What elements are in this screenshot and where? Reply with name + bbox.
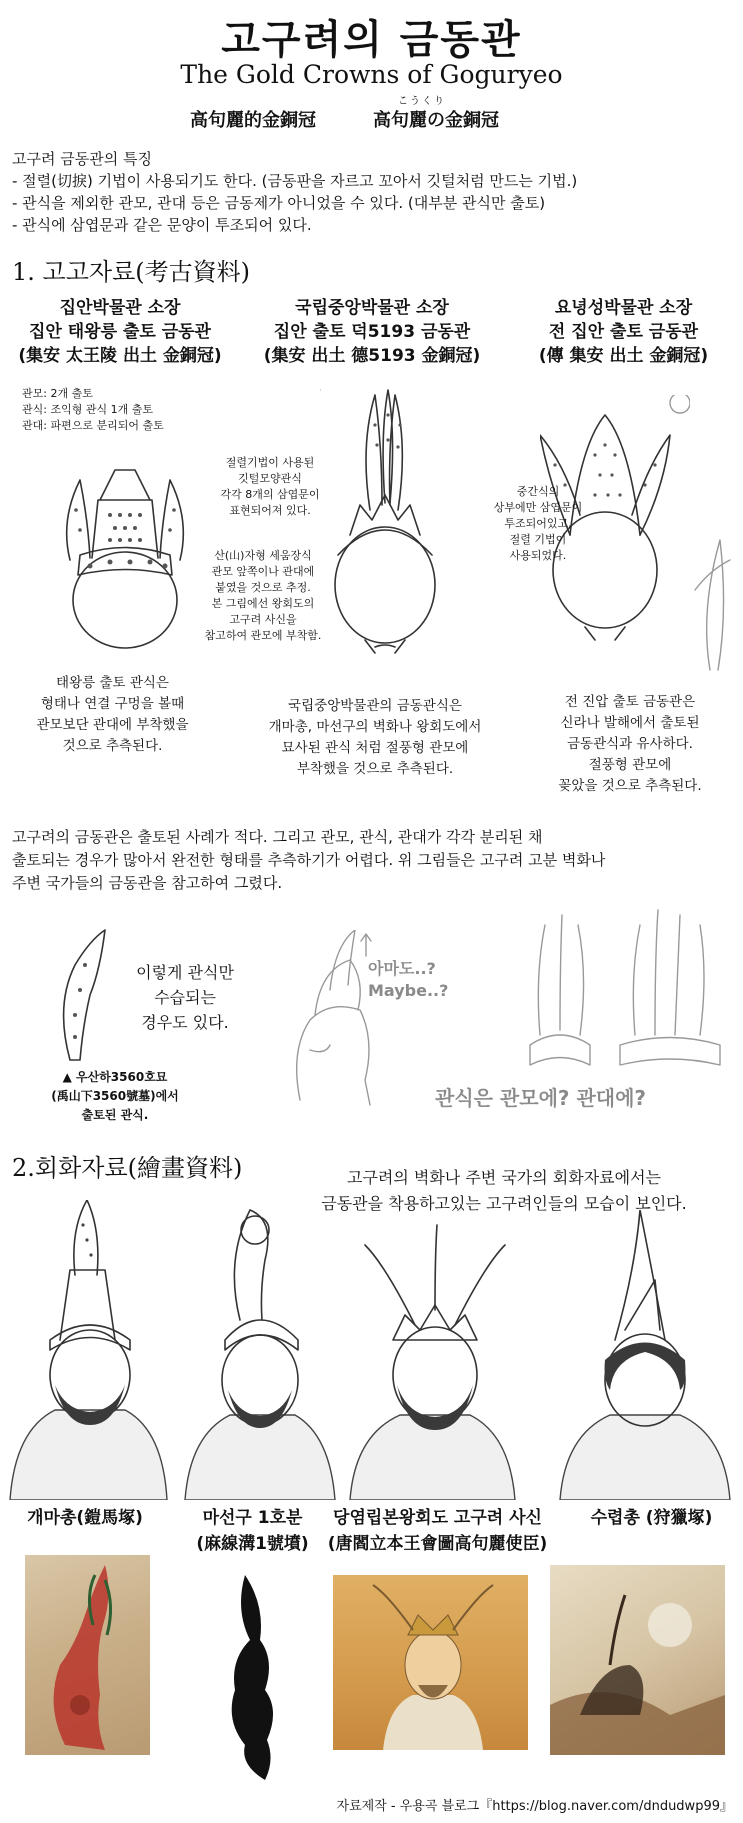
crown3-note-line: 절렬 기법이 — [509, 533, 567, 546]
feature-item: - 관식에 삼엽문과 같은 문양이 투조되어 있다. — [12, 216, 312, 234]
crown1-caption-line: 형태나 연결 구멍을 볼때 — [40, 696, 185, 712]
section1-title: 1. 고고자료(考古資料) — [12, 258, 250, 286]
crown2-title-line3: (集安 出土 德5193 金銅冠) — [263, 346, 481, 366]
crown3-note-line: 상부에만 삼엽문이 — [493, 501, 583, 514]
crown1-notes — [22, 386, 164, 434]
feature-item: - 관식을 제외한 관모, 관대 등은 금동제가 아니었을 수 있다. (대부분 관식만 출토) — [12, 194, 546, 212]
portrait-maseongu — [180, 1200, 340, 1500]
ornament-sketch — [690, 530, 740, 680]
crown3-note-line: 중간식의 — [516, 485, 560, 498]
crown2-note-mid — [198, 548, 328, 644]
mural-silhouette-icon — [205, 1570, 305, 1785]
ornament-caption-line: 출토된 관식. — [81, 1108, 149, 1122]
sketch-question: 관식은 관모에? 관대에? — [435, 1086, 647, 1110]
crown2-note-line: 관모 앞쪽이나 관대에 — [211, 565, 315, 578]
mural-photo-suryeopchong — [550, 1565, 725, 1755]
crown2-caption-line: 개마총, 마선구의 벽화나 왕회도에서 — [268, 719, 482, 735]
mural-photo-maseongu — [205, 1570, 305, 1785]
crown1-note: 관모: 2개 출토 — [22, 387, 93, 400]
crown2-note-line: 절렬기법이 사용된 — [225, 456, 315, 469]
figure-name — [0, 1505, 170, 1531]
mural-figure-icon — [25, 1555, 150, 1755]
crown2-title-line1: 국립중앙박물관 소장 — [295, 298, 449, 318]
arrow-icon — [360, 930, 390, 960]
figure-sketch — [270, 930, 420, 1110]
painting-photo-wanghoedo — [333, 1575, 528, 1750]
ornament-note — [120, 960, 250, 1035]
ornament-caption-line: (禹山下3560號墓)에서 — [51, 1089, 179, 1103]
portrait-suryeopchong — [555, 1210, 735, 1500]
ornament-illustration — [45, 925, 115, 1065]
crown2-note-line: 고구려 사신을 — [229, 613, 297, 626]
mural-photo-gaemachong — [25, 1555, 150, 1755]
crown1-caption-line: 태왕릉 출토 관식은 — [56, 675, 169, 691]
paragraph-line: 고구려의 금동관은 출토된 사례가 적다. 그리고 관모, 관식, 관대가 각각 분리된 채 — [12, 828, 543, 846]
crown3-title — [504, 296, 743, 368]
sketch-note — [368, 958, 448, 1002]
envoy-figure-icon — [333, 1575, 528, 1750]
ornament-caption — [20, 1068, 210, 1125]
crown3-caption-line: 절풍형 관모에 — [588, 757, 672, 773]
portrait-wanghoedo — [345, 1215, 520, 1500]
crown3-caption-line: 전 진압 출토 금동관은 — [564, 694, 696, 710]
crown2-note-line: 산(山)자형 세움장식 — [214, 549, 312, 562]
ornament-note-line: 수습되는 — [154, 988, 216, 1007]
crown2-caption — [240, 696, 510, 780]
section1-paragraph — [12, 826, 737, 895]
crown3-title-line2: 전 집안 출토 금동관 — [548, 322, 699, 342]
crown3-note — [488, 484, 588, 564]
crown1-illustration — [40, 440, 210, 650]
crown1-note: 관대: 파편으로 분리되어 출토 — [22, 419, 164, 432]
crown3-caption-line: 금동관식과 유사하다. — [567, 736, 693, 752]
crown2-caption-line: 묘사된 관식 처럼 절풍형 관모에 — [281, 740, 469, 756]
crown3-caption-line: 신라나 발해에서 출토된 — [560, 715, 700, 731]
mural-rider-icon — [550, 1565, 725, 1755]
crown1-caption — [0, 673, 225, 757]
ornament-caption-line: ▲ 우산하3560호묘 — [62, 1070, 168, 1084]
ornament-note-line: 이렇게 관식만 — [136, 963, 234, 982]
crown1-title — [0, 296, 240, 368]
crown3-note-line: 사용되었다. — [509, 549, 567, 562]
crown3-title-line3: (傳 集安 出土 金銅冠) — [538, 346, 709, 366]
crown2-note-line: 참고하여 관모에 부착함. — [204, 629, 322, 642]
page-title: 고구려의 금동관 — [221, 17, 522, 63]
paragraph-line: 출토되는 경우가 많아서 완전한 형태를 추측하기가 어렵다. 위 그림들은 고구려 고분 벽화나 — [12, 851, 606, 869]
figure-name — [560, 1505, 743, 1531]
crown2-note-line: 붙였을 것으로 추정. — [215, 581, 311, 594]
credit-footer: 자료제작 - 우용곡 블로그『https://blog.naver.com/dndudwp99』 — [336, 1799, 733, 1814]
figure-name-line: 수렵총 (狩獵塚) — [590, 1508, 713, 1528]
figure-name-line: (唐閻立本王會圖高句麗使臣) — [327, 1534, 548, 1554]
section2-title: 2.회화자료(繪畫資料) — [12, 1154, 243, 1182]
crown1-title-line1: 집안박물관 소장 — [59, 298, 181, 318]
figure-name-line: 마선구 1호분 — [202, 1508, 303, 1528]
figure-name-line: (麻線溝1號墳) — [196, 1534, 309, 1554]
crown3-caption-line: 꽂았을 것으로 추측된다. — [558, 778, 702, 794]
section2-intro-line: 고구려의 벽화나 주변 국가의 회화자료에서는 — [346, 1168, 661, 1187]
features-heading: 고구려 금동관의 특징 — [12, 150, 152, 168]
paragraph-line: 주변 국가들의 금동관을 참고하여 그렸다. — [12, 874, 283, 892]
portrait-gaemachong — [5, 1200, 170, 1500]
crown-sketches — [510, 895, 735, 1080]
crown3-note-line: 투조되어있고, — [504, 517, 572, 530]
crown1-title-line3: (集安 太王陵 出土 金銅冠) — [18, 346, 222, 366]
figure-name — [170, 1505, 335, 1557]
crown2-note-line: 표현되어져 있다. — [229, 504, 311, 517]
feature-item: - 절렬(切捩) 기법이 사용되기도 한다. (금동판을 자르고 꼬아서 깃털처럼 만드는 기법.) — [12, 172, 578, 190]
crown2-note-line: 본 그림에선 왕회도의 — [211, 597, 315, 610]
crown2-caption-line: 부착했을 것으로 추측된다. — [296, 761, 454, 777]
crown2-caption-line: 국립중앙박물관의 금동관식은 — [288, 698, 462, 714]
crown1-caption-line: 것으로 추측된다. — [62, 738, 163, 754]
crown3-title-line1: 요녕성박물관 소장 — [554, 298, 693, 318]
figure-name-line: 당염립본왕회도 고구려 사신 — [333, 1508, 542, 1528]
figure-name — [315, 1505, 560, 1557]
sketch-note-ko: 아마도..? — [368, 959, 436, 978]
crown2-note-line: 각각 8개의 삼엽문이 — [220, 488, 320, 501]
crown2-title — [248, 296, 496, 368]
crown2-note-line: 깃털모양관식 — [238, 472, 302, 485]
crown2-illustration — [320, 385, 450, 660]
crown1-title-line2: 집안 태왕릉 출토 금동관 — [29, 322, 211, 342]
crown2-title-line2: 집안 출토 덕5193 금동관 — [273, 322, 471, 342]
figure-name-line: 개마총(鎧馬塚) — [27, 1508, 143, 1528]
section2-intro-line: 금동관을 착용하고있는 고구려인들의 모습이 보인다. — [321, 1194, 687, 1213]
crown3-caption — [520, 692, 740, 797]
crown1-caption-line: 관모보단 관대에 부착했을 — [36, 717, 189, 733]
furigana-reading: こうくり — [398, 96, 446, 107]
sketch-note-en: Maybe..? — [368, 981, 449, 1000]
crown1-note: 관식: 조익형 관식 1개 출토 — [22, 403, 153, 416]
hanja-title-chinese: 高句麗的金銅冠 — [190, 110, 316, 131]
hanja-title-japanese: 高句麗の金銅冠 — [373, 110, 499, 131]
page-subtitle: The Gold Crowns of Goguryeo — [180, 60, 563, 89]
features-block — [12, 148, 577, 236]
ornament-note-line: 경우도 있다. — [141, 1013, 229, 1032]
crown2-note-top — [210, 455, 330, 519]
